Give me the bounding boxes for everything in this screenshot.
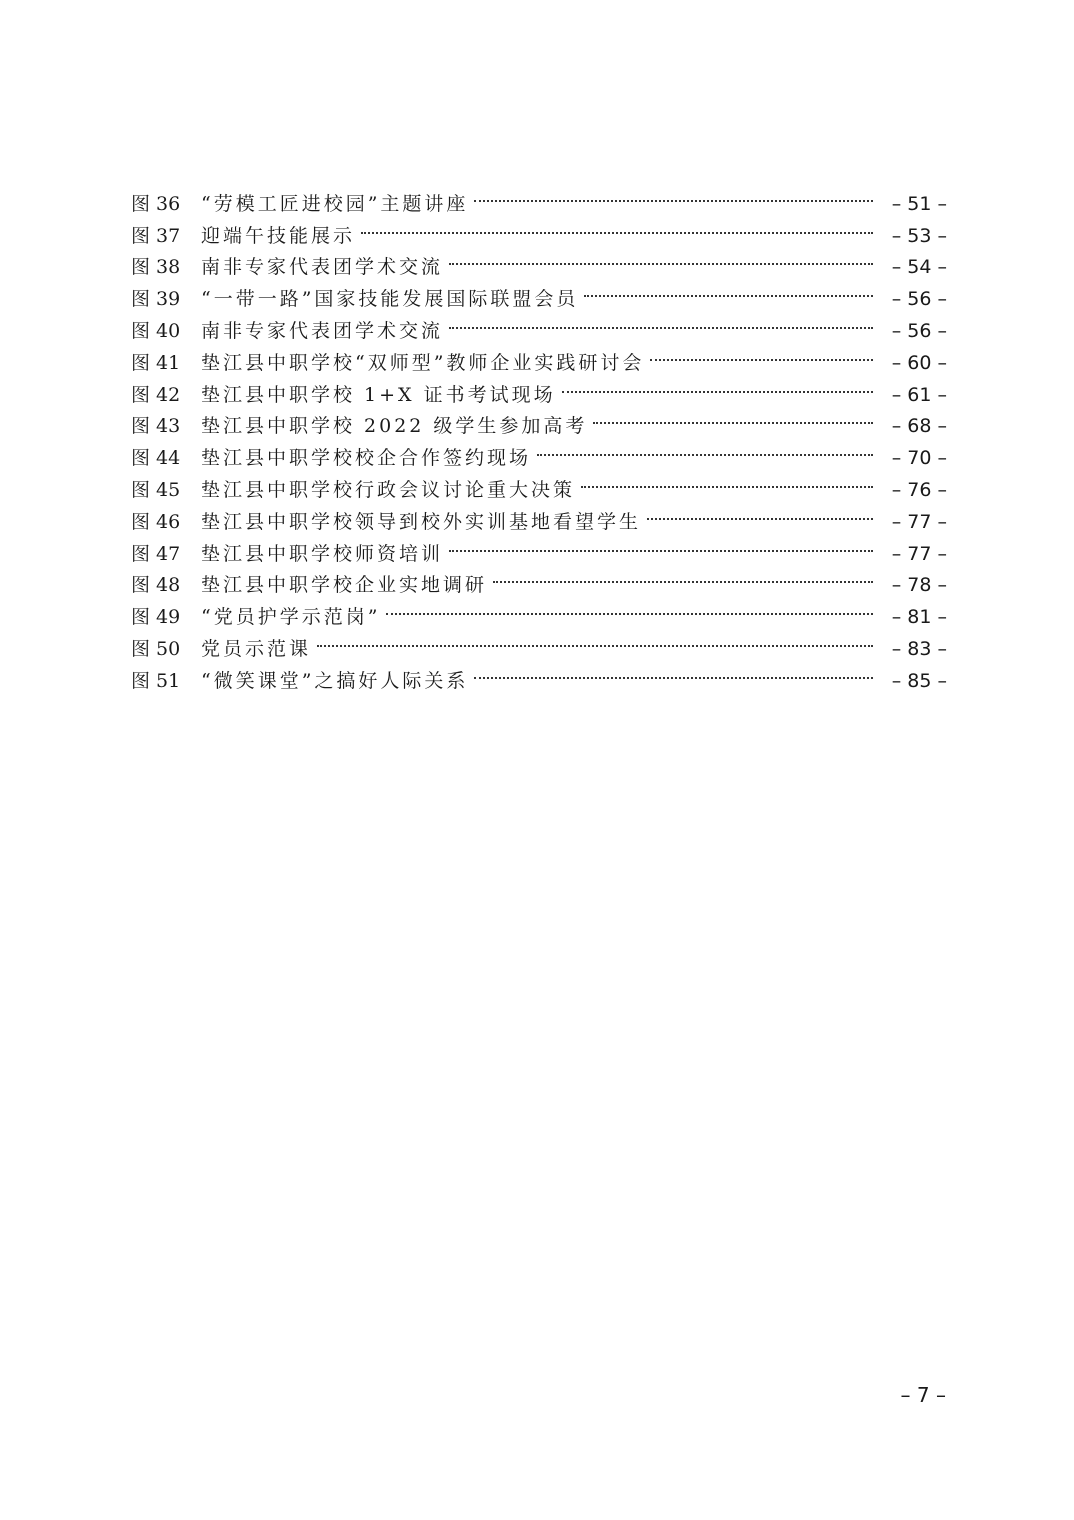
page-reference: – 83 – (891, 637, 947, 660)
page-reference: – 61 – (891, 383, 947, 406)
dot-leader (449, 242, 873, 274)
page-reference: – 76 – (891, 478, 947, 501)
figure-number: 图 40 (131, 319, 181, 342)
figure-title: 垫江县中职学校“双师型”教师企业实践研讨会 (201, 351, 645, 374)
figure-title: 垫江县中职学校师资培训 (201, 542, 444, 565)
figure-title: “一带一路”国家技能发展国际联盟会员 (201, 288, 579, 311)
page-reference: – 53 – (891, 224, 947, 247)
figure-number: 图 46 (131, 510, 181, 533)
dot-leader (593, 401, 873, 433)
page-number: – 7 – (900, 1383, 946, 1407)
page-reference: – 51 – (891, 192, 947, 215)
figure-title: 南非专家代表团学术交流 (201, 256, 444, 279)
dot-leader (562, 369, 873, 401)
page-reference: – 54 – (891, 256, 947, 279)
figure-number: 图 44 (131, 447, 181, 470)
toc-entry[interactable] (131, 178, 947, 215)
page-reference: – 85 – (891, 669, 947, 692)
page-reference: – 60 – (891, 351, 947, 374)
dot-leader (361, 210, 873, 242)
page-reference: – 70 – (891, 447, 947, 470)
page-reference: – 78 – (891, 574, 947, 597)
figure-number: 图 45 (131, 478, 181, 501)
figure-number: 图 43 (131, 415, 181, 438)
page-reference: – 68 – (891, 415, 947, 438)
figure-number: 图 36 (131, 192, 181, 215)
dot-leader (647, 496, 873, 528)
dot-leader (449, 305, 873, 337)
dot-leader (537, 432, 873, 464)
figure-number: 图 41 (131, 351, 181, 374)
figure-number: 图 39 (131, 288, 181, 311)
page-reference: – 77 – (891, 542, 947, 565)
figure-number: 图 51 (131, 669, 181, 692)
figure-number: 图 49 (131, 606, 181, 629)
page-reference: – 81 – (891, 606, 947, 629)
page-reference: – 56 – (891, 288, 947, 311)
figure-number: 图 47 (131, 542, 181, 565)
dot-leader (474, 178, 873, 210)
figure-title: 南非专家代表团学术交流 (201, 319, 444, 342)
page-reference: – 77 – (891, 510, 947, 533)
figure-title: 垫江县中职学校校企合作签约现场 (201, 447, 532, 470)
dot-leader (474, 655, 873, 687)
figure-title: “劳模工匠进校园”主题讲座 (201, 192, 469, 215)
figure-title: 垫江县中职学校企业实地调研 (201, 574, 488, 597)
figure-title: 垫江县中职学校 1+X 证书考试现场 (201, 383, 556, 406)
figure-title: 垫江县中职学校行政会议讨论重大决策 (201, 478, 576, 501)
figure-title: 垫江县中职学校 2022 级学生参加高考 (201, 415, 588, 438)
figure-title: “党员护学示范岗” (201, 606, 381, 629)
figure-title: 迎端午技能展示 (201, 224, 356, 247)
figure-number: 图 42 (131, 383, 181, 406)
dot-leader (317, 623, 873, 655)
dot-leader (386, 591, 873, 623)
figure-number: 图 37 (131, 224, 181, 247)
figure-number: 图 48 (131, 574, 181, 597)
dot-leader (449, 528, 873, 560)
dot-leader (581, 464, 873, 496)
figure-title: “微笑课堂”之搞好人际关系 (201, 669, 469, 692)
dot-leader (650, 337, 873, 369)
figure-title: 垫江县中职学校领导到校外实训基地看望学生 (201, 510, 642, 533)
dot-leader (584, 273, 873, 305)
figure-title: 党员示范课 (201, 637, 312, 660)
figure-number: 图 38 (131, 256, 181, 279)
page-reference: – 56 – (891, 319, 947, 342)
figure-list (131, 178, 947, 692)
figure-number: 图 50 (131, 637, 181, 660)
dot-leader (493, 560, 873, 592)
